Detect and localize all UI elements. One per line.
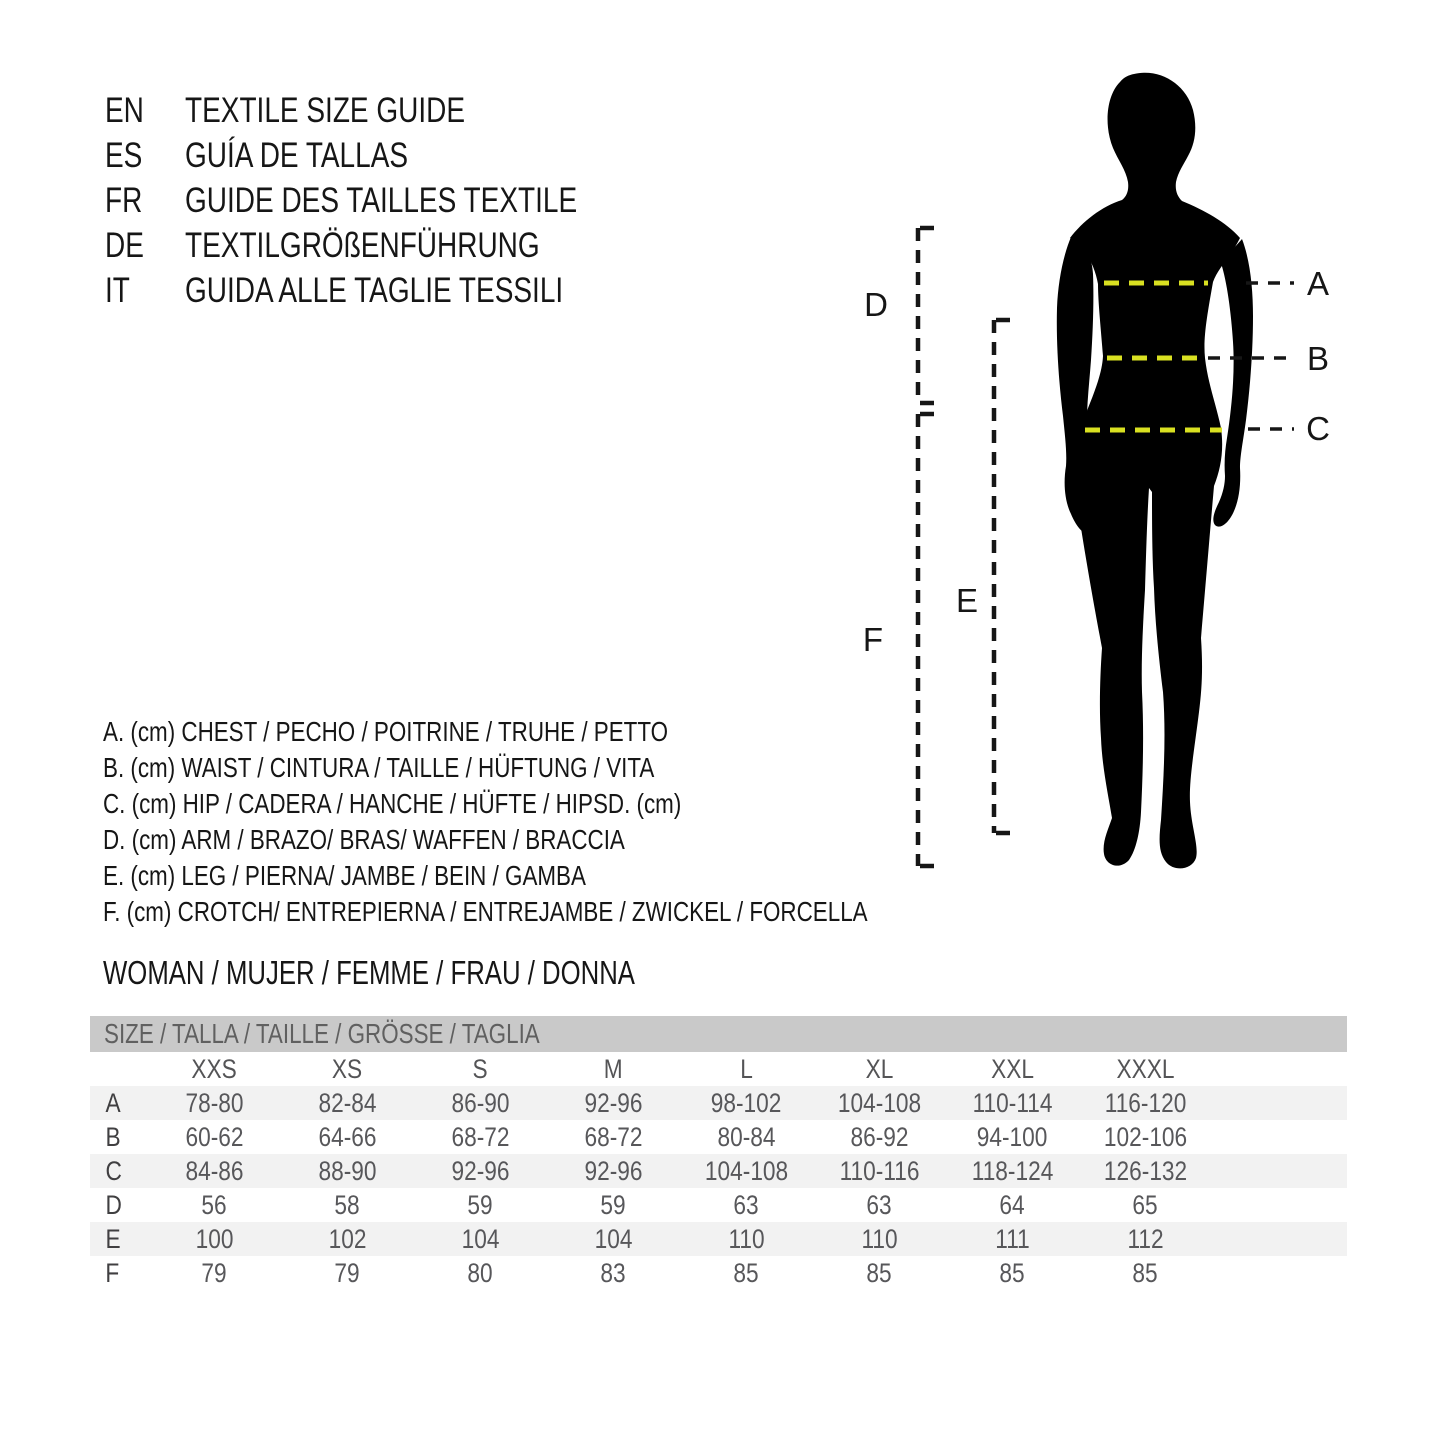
col-xl: XL bbox=[865, 1053, 894, 1084]
cell: 85 bbox=[1132, 1257, 1159, 1288]
size-table-header-text: SIZE / TALLA / TAILLE / GRÖSSE / TAGLIA bbox=[104, 1018, 540, 1049]
legend-item-f: F. (cm) CROTCH/ ENTREPIERNA / ENTREJAMBE / ZWICKEL / FORCELLA bbox=[103, 896, 868, 927]
label-arm-d: D bbox=[864, 286, 888, 323]
cell: 64-66 bbox=[318, 1121, 377, 1152]
cell: 92-96 bbox=[451, 1155, 510, 1186]
lang-code: FR bbox=[105, 180, 143, 220]
cell: 85 bbox=[733, 1257, 760, 1288]
cell: 64 bbox=[999, 1189, 1026, 1220]
cell: 88-90 bbox=[318, 1155, 377, 1186]
cell: 100 bbox=[195, 1223, 234, 1254]
audience-text: WOMAN / MUJER / FEMME / FRAU / DONNA bbox=[103, 954, 635, 991]
label-waist-b: B bbox=[1306, 340, 1330, 377]
row-label: C bbox=[105, 1155, 122, 1186]
cell: 102-106 bbox=[1103, 1121, 1188, 1152]
legend-item-d: D. (cm) ARM / BRAZO/ BRAS/ WAFFEN / BRACCIA bbox=[103, 824, 625, 855]
cell: 85 bbox=[999, 1257, 1026, 1288]
title-text: GUIDE DES TAILLES TEXTILE bbox=[185, 180, 578, 220]
cell: 104 bbox=[461, 1223, 500, 1254]
cell: 104-108 bbox=[704, 1155, 789, 1186]
cell: 78-80 bbox=[185, 1087, 244, 1118]
cell: 116-120 bbox=[1104, 1087, 1187, 1118]
cell: 94-100 bbox=[977, 1121, 1048, 1152]
size-table-header bbox=[90, 1016, 1347, 1052]
row-label: F bbox=[105, 1257, 120, 1288]
table-row-c bbox=[90, 1154, 1347, 1188]
cell: 80-84 bbox=[717, 1121, 776, 1152]
cell: 110-114 bbox=[972, 1087, 1053, 1118]
table-row-e bbox=[90, 1222, 1347, 1256]
cell: 79 bbox=[201, 1257, 228, 1288]
title-text: TEXTILGRÖßENFÜHRUNG bbox=[185, 225, 540, 265]
cell: 104 bbox=[594, 1223, 633, 1254]
cell: 86-92 bbox=[850, 1121, 909, 1152]
cell: 83 bbox=[600, 1257, 627, 1288]
cell: 79 bbox=[334, 1257, 361, 1288]
cell: 104-108 bbox=[837, 1087, 922, 1118]
legend-item-a: A. (cm) CHEST / PECHO / POITRINE / TRUHE / PETTO bbox=[103, 716, 669, 747]
woman-silhouette bbox=[1070, 73, 1240, 869]
label-leg-e: E bbox=[955, 582, 979, 619]
cell: 92-96 bbox=[584, 1087, 643, 1118]
col-m: M bbox=[604, 1053, 623, 1084]
cell: 110 bbox=[861, 1223, 898, 1254]
label-crotch-f: F bbox=[862, 621, 884, 658]
col-l: L bbox=[740, 1053, 753, 1084]
size-columns-row bbox=[90, 1052, 1347, 1086]
cell: 102 bbox=[328, 1223, 367, 1254]
size-table bbox=[90, 1016, 1347, 1290]
col-xxl: XXL bbox=[991, 1053, 1034, 1084]
table-row-f bbox=[90, 1256, 1347, 1290]
cell: 112 bbox=[1127, 1223, 1164, 1254]
lang-code: ES bbox=[105, 135, 143, 175]
col-xs: XS bbox=[332, 1053, 363, 1084]
cell: 110 bbox=[728, 1223, 765, 1254]
cell: 86-90 bbox=[451, 1087, 510, 1118]
cell: 85 bbox=[866, 1257, 893, 1288]
cell: 118-124 bbox=[971, 1155, 1054, 1186]
col-xxs: XXS bbox=[191, 1053, 238, 1084]
cell: 60-62 bbox=[185, 1121, 244, 1152]
title-text: TEXTILE SIZE GUIDE bbox=[185, 90, 466, 130]
cell: 80 bbox=[467, 1257, 494, 1288]
cell: 68-72 bbox=[451, 1121, 510, 1152]
title-text: GUÍA DE TALLAS bbox=[185, 135, 409, 175]
cell: 92-96 bbox=[584, 1155, 643, 1186]
lang-code: EN bbox=[105, 90, 144, 130]
table-row-a bbox=[90, 1086, 1347, 1120]
cell: 68-72 bbox=[584, 1121, 643, 1152]
title-row-es bbox=[105, 133, 675, 178]
cell: 63 bbox=[866, 1189, 893, 1220]
table-row-d bbox=[90, 1188, 1347, 1222]
legend-item-c: C. (cm) HIP / CADERA / HANCHE / HÜFTE / HIPSD. (cm) bbox=[103, 788, 682, 819]
cell: 98-102 bbox=[711, 1087, 782, 1118]
title-language-block bbox=[105, 88, 675, 313]
row-label: D bbox=[105, 1189, 122, 1220]
title-row-en bbox=[105, 88, 675, 133]
legend-item-e: E. (cm) LEG / PIERNA/ JAMBE / BEIN / GAMBA bbox=[103, 860, 586, 891]
cell: 82-84 bbox=[318, 1087, 377, 1118]
label-hip-c: C bbox=[1306, 410, 1330, 447]
legend-item-b: B. (cm) WAIST / CINTURA / TAILLE / HÜFTUNG / VITA bbox=[103, 752, 655, 783]
lang-code: DE bbox=[105, 225, 144, 265]
cell: 63 bbox=[733, 1189, 760, 1220]
label-chest-a: A bbox=[1306, 265, 1330, 302]
row-label: A bbox=[105, 1087, 121, 1118]
measurement-legend bbox=[103, 714, 1059, 930]
cell: 126-132 bbox=[1103, 1155, 1188, 1186]
row-label: B bbox=[105, 1121, 121, 1152]
audience-line bbox=[103, 954, 785, 992]
cell: 59 bbox=[600, 1189, 627, 1220]
title-row-de bbox=[105, 223, 675, 268]
cell: 58 bbox=[334, 1189, 361, 1220]
cell: 65 bbox=[1132, 1189, 1159, 1220]
title-row-it bbox=[105, 268, 675, 313]
table-row-b bbox=[90, 1120, 1347, 1154]
lang-code: IT bbox=[105, 270, 130, 310]
col-xxxl: XXXL bbox=[1116, 1053, 1175, 1084]
cell: 56 bbox=[201, 1189, 228, 1220]
cell: 110-116 bbox=[839, 1155, 920, 1186]
title-row-fr bbox=[105, 178, 675, 223]
cell: 111 bbox=[995, 1223, 1030, 1254]
row-label: E bbox=[105, 1223, 121, 1254]
col-s: S bbox=[472, 1053, 489, 1084]
cell: 84-86 bbox=[185, 1155, 244, 1186]
cell: 59 bbox=[467, 1189, 494, 1220]
title-text: GUIDA ALLE TAGLIE TESSILI bbox=[185, 270, 564, 310]
